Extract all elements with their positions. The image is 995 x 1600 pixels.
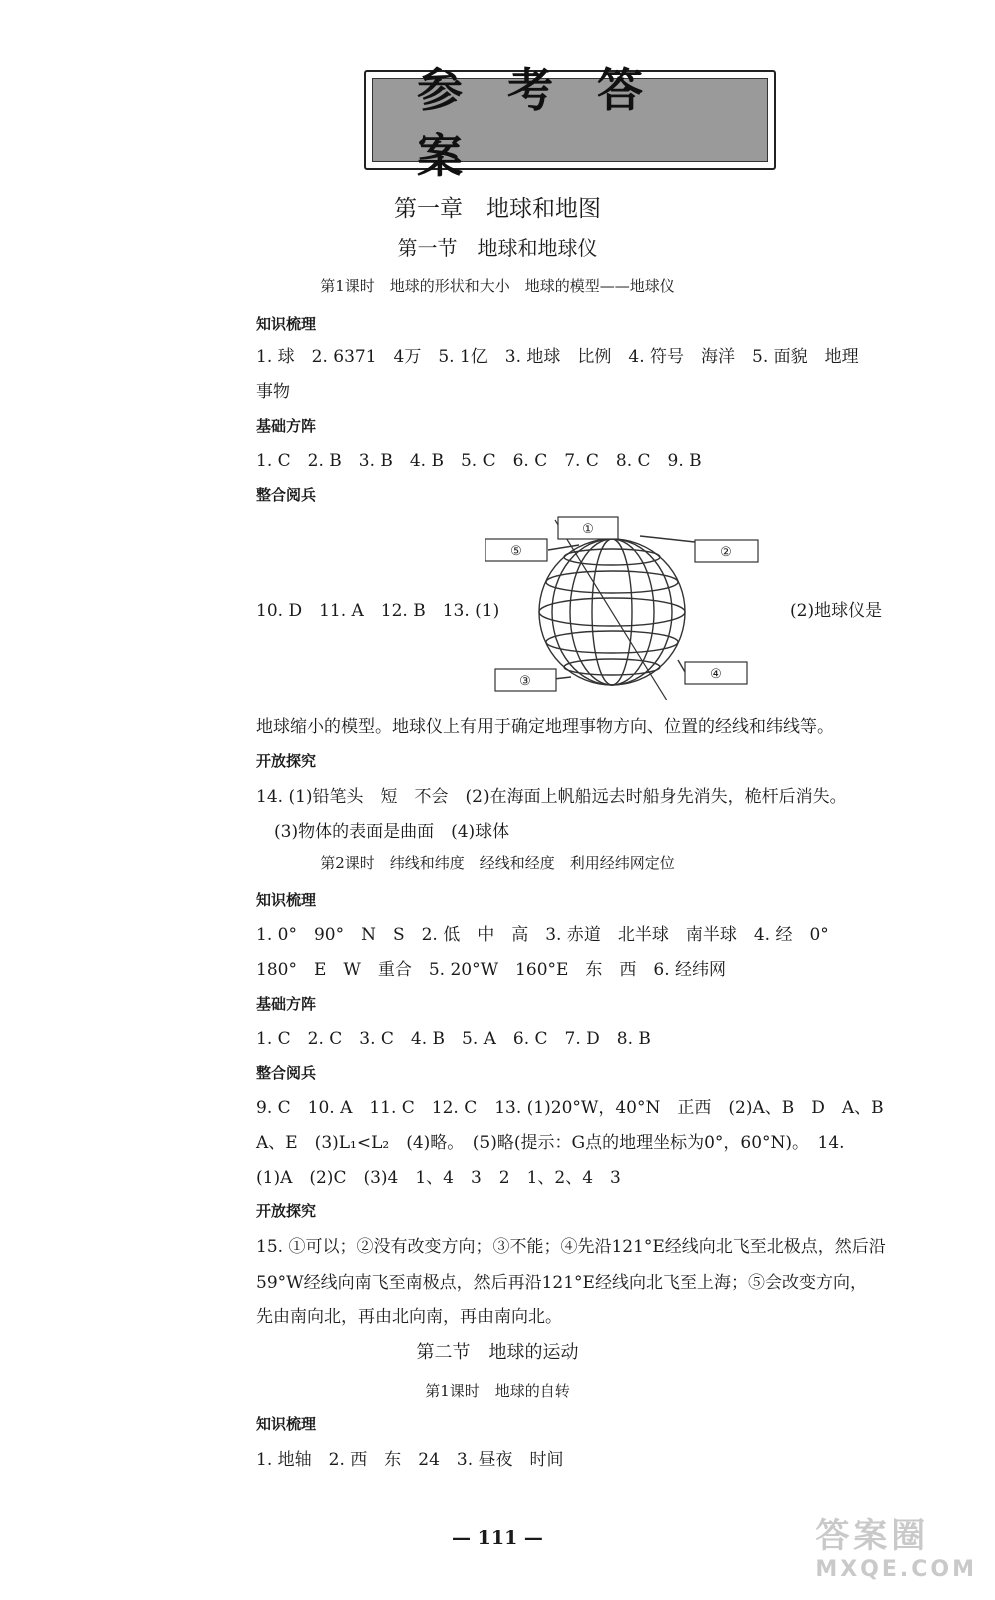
lesson-title-3: 第1课时 地球的自转 <box>425 1382 570 1400</box>
globe-label-1: ① <box>582 522 594 537</box>
heading-integrated-1: 整合阅兵 <box>256 486 317 504</box>
globe-label-4: ④ <box>710 667 722 682</box>
answer-line: 14. (1)铅笔头 短 不会 (2)在海面上帆船远去时船身先消失，桅杆后消失。 <box>256 787 847 807</box>
globe-label-3: ③ <box>519 674 531 689</box>
answer-line: 先由南向北，再由北向南，再由南向北。 <box>256 1307 562 1327</box>
globe-label-2: ② <box>720 545 732 560</box>
heading-explore-1: 开放探究 <box>256 752 317 770</box>
answer-line: 59°W经线向南飞至南极点，然后再沿121°E经线向北飞至上海；⑤会改变方向， <box>256 1273 867 1293</box>
answer-line: 15. ①可以；②没有改变方向；③不能；④先沿121°E经线向北飞至北极点，然后沿 <box>256 1237 886 1257</box>
answer-line: 10. D 11. A 12. B 13. (1) <box>256 601 500 621</box>
heading-explore-2: 开放探究 <box>256 1202 317 1220</box>
site-watermark <box>815 1508 977 1582</box>
page-number: — 111 — <box>452 1527 543 1549</box>
watermark-url: MXQE.COM <box>815 1557 977 1582</box>
answer-line: A、E (3)L₁<L₂ (4)略。 (5)略(提示：G点的地理坐标为0°，60°N)。 14. <box>256 1133 845 1153</box>
watermark-logo-text: 答案圈 <box>815 1516 930 1556</box>
answer-line: 1. 球 2. 6371 4万 5. 1亿 3. 地球 比例 4. 符号 海洋 5. 面貌 地理 <box>256 347 859 367</box>
heading-basic-2: 基础方阵 <box>256 995 317 1013</box>
answer-line: 1. C 2. C 3. C 4. B 5. A 6. C 7. D 8. B <box>256 1029 651 1049</box>
answer-line: 180° E W 重合 5. 20°W 160°E 东 西 6. 经纬网 <box>256 960 727 980</box>
answer-line: 地球缩小的模型。地球仪上有用于确定地理事物方向、位置的经线和纬线等。 <box>256 717 834 737</box>
lesson-title-2: 第2课时 纬线和纬度 经线和经度 利用经纬网定位 <box>320 854 675 872</box>
heading-integrated-2: 整合阅兵 <box>256 1064 317 1082</box>
heading-knowledge-1: 知识梳理 <box>256 315 317 333</box>
heading-knowledge-3: 知识梳理 <box>256 1415 317 1433</box>
answer-line: (3)物体的表面是曲面 (4)球体 <box>274 822 510 842</box>
answer-line: 1. 地轴 2. 西 东 24 3. 昼夜 时间 <box>256 1450 564 1470</box>
section-title-2: 第二节 地球的运动 <box>416 1342 579 1363</box>
banner-title: 参考答案 <box>417 63 687 183</box>
answer-line: 事物 <box>256 382 290 402</box>
heading-basic-1: 基础方阵 <box>256 417 317 435</box>
answer-line: 1. 0° 90° N S 2. 低 中 高 3. 赤道 北半球 南半球 4. 经 0° <box>256 925 829 945</box>
globe-diagram <box>485 512 760 700</box>
chapter-title: 第一章 地球和地图 <box>394 196 601 222</box>
answer-line: 1. C 2. B 3. B 4. B 5. C 6. C 7. C 8. C 9. B <box>256 451 702 471</box>
lesson-title-1: 第1课时 地球的形状和大小 地球的模型——地球仪 <box>320 277 675 295</box>
title-banner <box>364 63 776 183</box>
answer-line: 9. C 10. A 11. C 12. C 13. (1)20°W，40°N 正西 (2)A、B D A、B <box>256 1098 884 1118</box>
answer-line: (1)A (2)C (3)4 1、4 3 2 1、2、4 3 <box>256 1168 621 1188</box>
heading-knowledge-2: 知识梳理 <box>256 891 317 909</box>
globe-label-5: ⑤ <box>510 544 522 559</box>
section-title-1: 第一节 地球和地球仪 <box>397 236 598 260</box>
answer-line: (2)地球仪是 <box>790 601 883 621</box>
